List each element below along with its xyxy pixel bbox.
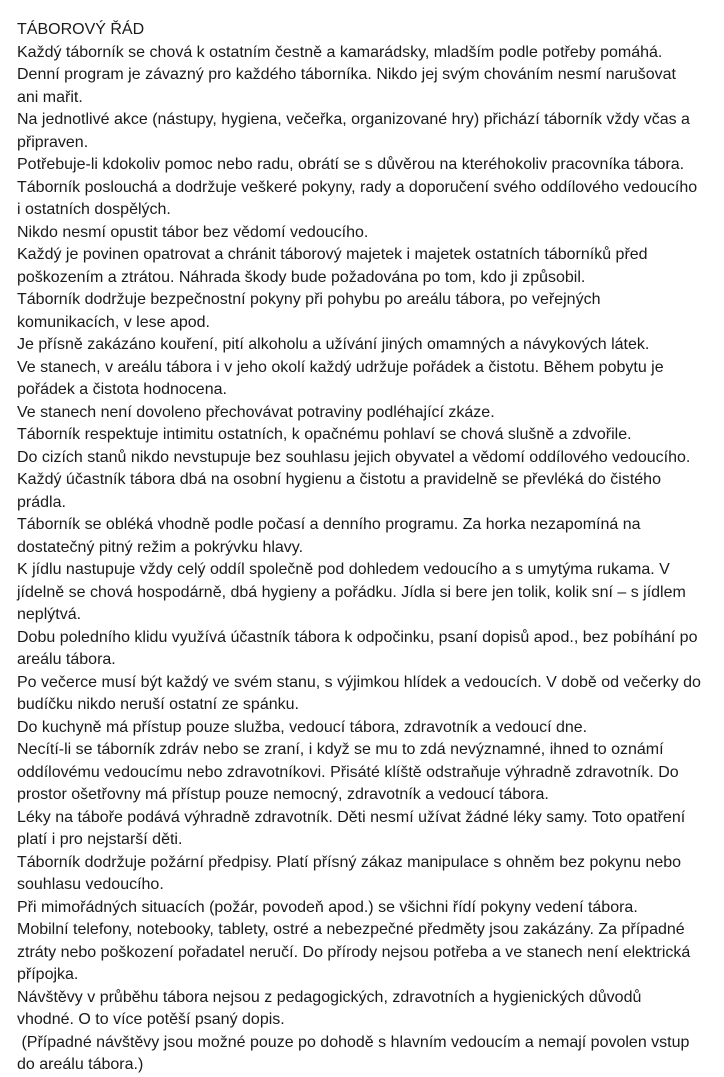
rule-paragraph — [17, 739, 724, 807]
rule-line: Táborník poslouchá a dodržuje veškeré pokyny, rady a doporučení svého oddílového vedoucího — [17, 178, 698, 196]
rule-line: pořádek a čistota hodnocena. — [17, 381, 227, 398]
rule-paragraph — [17, 424, 724, 447]
rules-list — [17, 42, 724, 1077]
rule-line: Denní program je závazný pro každého táborníka. Nikdo jej svým chováním nesmí narušovat — [17, 66, 676, 83]
rule-line: prádla. — [17, 493, 66, 511]
rule-line: Ve stanech, v areálu tábora i v jeho okolí každý udržuje pořádek a čistotu. Během pobytu je — [17, 358, 664, 376]
rule-line: platí i pro nejstarší děti. — [17, 831, 183, 848]
rule-line: připraven. — [17, 133, 89, 151]
rule-line: Táborník dodržuje bezpečnostní pokyny při pohybu po areálu tábora, po veřejných — [17, 291, 601, 308]
rule-line: i ostatních dospělých. — [17, 201, 171, 218]
rule-line: Táborník se obléká vhodně podle počasí a denního programu. Za horka nezapomíná na — [17, 516, 641, 533]
rule-paragraph — [17, 109, 724, 154]
rule-paragraph — [17, 289, 724, 334]
rule-line: jídelně se chová hospodárně, dbá hygieny a pořádku. Jídla si bere jen tolik, kolik sní – s jídlem — [17, 583, 686, 601]
rule-line: Po večerce musí být každý ve svém stanu, s výjimkou hlídek a vedoucích. V době od večerky do — [17, 673, 701, 691]
rule-line: do areálu tábora.) — [17, 1056, 144, 1073]
rule-line: Každý je povinen opatrovat a chránit táborový majetek i majetek ostatních táborníků před — [17, 246, 648, 263]
rule-line: prostor ošetřovny má přístup pouze nemocný, zdravotník a vedoucí tábora. — [17, 786, 549, 803]
rule-paragraph — [17, 514, 724, 559]
rule-line: ani mařit. — [17, 88, 83, 106]
rule-line: souhlasu vedoucího. — [17, 876, 164, 893]
rule-paragraph — [17, 672, 724, 717]
rule-line: komunikacích, v lese apod. — [17, 313, 210, 331]
rule-paragraph — [17, 154, 724, 177]
rule-paragraph — [17, 64, 724, 109]
rule-line: Nikdo nesmí opustit tábor bez vědomí vedoucího. — [17, 223, 369, 241]
rule-paragraph — [17, 469, 724, 514]
rule-line: budíčku nikdo neruší ostatní ze spánku. — [17, 696, 299, 713]
rule-line: Ve stanech není dovoleno přechovávat potraviny podléhající zkáze. — [17, 403, 495, 421]
rule-paragraph — [17, 717, 724, 740]
rule-paragraph — [17, 357, 724, 402]
rule-line: vhodné. O to více potěší psaný dopis. — [17, 1011, 285, 1028]
rule-line: K jídlu nastupuje vždy celý oddíl společně pod dohledem vedoucího a s umytýma rukama. V — [17, 561, 670, 578]
rule-line: přípojka. — [17, 966, 79, 983]
rule-paragraph — [17, 334, 724, 357]
rule-paragraph — [17, 627, 724, 672]
rule-paragraph — [17, 987, 724, 1032]
rule-line: Táborník dodržuje požární předpisy. Platí přísný zákaz manipulace s ohněm bez pokynu nebo — [17, 853, 682, 871]
rule-line: oddílovému vedoucímu nebo zdravotníkovi. Přisáté klíště odstraňuje výhradně zdravotník. Do — [17, 763, 679, 781]
rule-line: Na jednotlivé akce (nástupy, hygiena, večeřka, organizované hry) přichází táborník vždy včas a — [17, 111, 690, 128]
rule-line: Táborník respektuje intimitu ostatních, k opačnému pohlaví se chová slušně a zdvořile. — [17, 426, 632, 443]
rule-paragraph — [17, 177, 724, 222]
rule-paragraph — [17, 852, 724, 897]
rule-line: Potřebuje-li kdokoliv pomoc nebo radu, obrátí se s důvěrou na kteréhokoliv pracovníka tábora. — [17, 156, 685, 173]
rule-line: Při mimořádných situacích (požár, povodeň apod.) se všichni řídí pokyny vedení tábora. — [17, 898, 638, 916]
rule-line: Dobu poledního klidu využívá účastník tábora k odpočinku, psaní dopisů apod., bez pobíhání po — [17, 628, 698, 646]
rule-line: dostatečný pitný režim a pokrývku hlavy. — [17, 538, 304, 556]
rule-line: Do kuchyně má přístup pouze služba, vedoucí tábora, zdravotník a vedoucí dne. — [17, 718, 588, 736]
rule-paragraph — [17, 402, 724, 425]
rule-paragraph — [17, 897, 724, 920]
rule-paragraph — [17, 244, 724, 289]
rule-line: areálu tábora. — [17, 651, 116, 668]
rule-paragraph — [17, 222, 724, 245]
rule-line: Mobilní telefony, notebooky, tablety, ostré a nebezpečné předměty jsou zakázány. Za případné — [17, 921, 685, 938]
rule-line: poškozením a ztrátou. Náhrada škody bude požadována po tom, kdo ji způsobil. — [17, 268, 586, 286]
rule-line: Léky na táboře podává výhradně zdravotník. Děti nesmí užívat žádné léky samy. Toto opatření — [17, 808, 686, 826]
rule-paragraph — [17, 559, 724, 627]
rule-line: neplýtvá. — [17, 606, 82, 623]
rule-line: Necítí-li se táborník zdráv nebo se zraní, i když se mu to zdá nevýznamné, ihned to oznámí — [17, 741, 664, 758]
rule-paragraph — [17, 807, 724, 852]
rule-paragraph — [17, 447, 724, 470]
rule-line: Každý účastník tábora dbá na osobní hygienu a čistotu a pravidelně se převléká do čistého — [17, 471, 661, 488]
document-title: TÁBOROVÝ ŘÁD — [17, 21, 145, 38]
rule-line: ztráty nebo poškození pořadatel neručí. Do přírody nejsou potřeba a ve stanech není elektrická — [17, 943, 691, 961]
rule-line: Je přísně zakázáno kouření, pití alkoholu a užívání jiných omamných a návykových látek. — [17, 336, 650, 353]
rule-line: (Případné návštěvy jsou možné pouze po dohodě s hlavním vedoucím a nemají povolen vstup — [17, 1033, 690, 1051]
rule-line: Každý táborník se chová k ostatním čestně a kamarádsky, mladším podle potřeby pomáhá. — [17, 43, 663, 61]
rule-paragraph — [17, 1032, 724, 1077]
rule-paragraph — [17, 919, 724, 987]
rule-line: Do cizích stanů nikdo nevstupuje bez souhlasu jejich obyvatel a vědomí oddílového vedoucího. — [17, 448, 691, 466]
rule-paragraph — [17, 42, 724, 65]
rule-line: Návštěvy v průběhu tábora nejsou z pedagogických, zdravotních a hygienických důvodů — [17, 988, 642, 1006]
